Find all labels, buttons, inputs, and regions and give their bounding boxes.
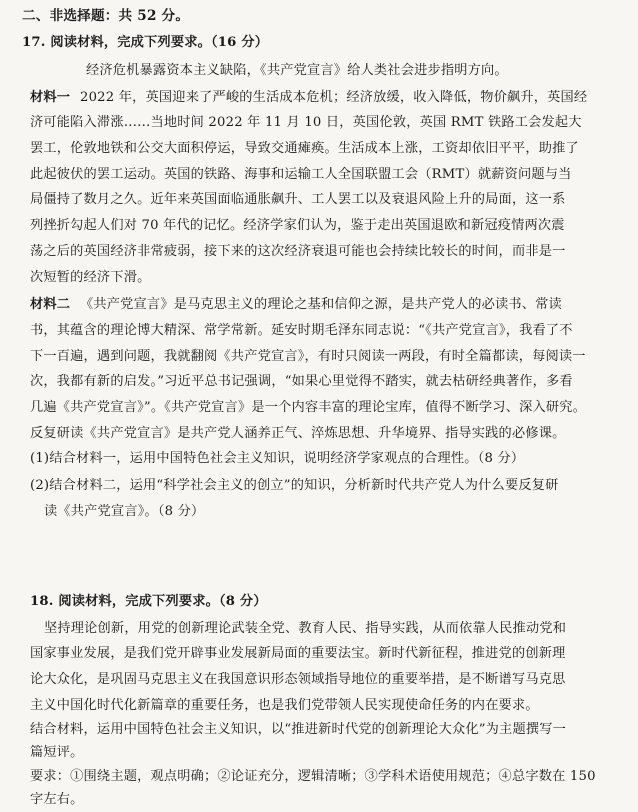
q18-material-line: 主义中国化时代化新篇章的重要任务，也是我们党带领人民实现使命任务的内在要求。 xyxy=(30,697,539,713)
q17-material1-line: 此起彼伏的罢工运动。英国的铁路、海事和运输工人全国联盟工会（RMT）就薪资问题与当 xyxy=(30,166,572,182)
q17-material1-line: 列挫折勾起人们对 70 年代的记忆。经济学家们认为，鉴于走出英国退欧和新冠疫情两次震 xyxy=(30,218,565,234)
q17-subquestion-1: (1)结合材料一，运用中国特色社会主义知识，说明经济学家观点的合理性。（8 分） xyxy=(30,451,525,467)
q17-material1-label: 材料一 xyxy=(30,89,71,105)
q18-task-line: 结合材料，运用中国特色社会主义知识，以“推进新时代党的创新理论大众化”为主题撰写一 xyxy=(30,721,566,737)
q17-subquestion-2: (2)结合材料二，运用“科学社会主义的创立”的知识，分析新时代共产党人为什么要反复研 xyxy=(30,477,559,493)
q17-stem: 17. 阅读材料，完成下列要求。（16 分） xyxy=(22,35,269,51)
q18-requirement-line: 字左右。 xyxy=(30,792,84,807)
q18-stem: 18. 阅读材料，完成下列要求。（8 分） xyxy=(30,594,267,609)
q17-material2-line: 下一百遍，遇到问题，我就翻阅《共产党宣言》，有时只阅读一两段，有时全篇都读，每阅读一 xyxy=(30,348,586,364)
section-heading: 二、非选择题：共 52 分。 xyxy=(22,7,190,24)
q18-material-line: 国家事业发展，是我们党开辟事业发展新局面的重要法宝。新时代新征程，推进党的创新理 xyxy=(30,646,566,662)
q17-material1-line: 次短暂的经济下滑。 xyxy=(30,269,151,285)
q17-material2-line: 次，我都有新的启发。”习近平总书记强调，“如果心里觉得不踏实，就去枯研经典著作，多看 xyxy=(30,374,573,390)
q17-material2-line: 几遍《共产党宣言》”。《共产党宣言》是一个内容丰富的理论宝库，值得不断学习、深入研究。 xyxy=(30,399,587,415)
q17-subquestion-2-cont: 读《共产党宣言》。（8 分） xyxy=(44,503,205,519)
q17-material1-line: 局僵持了数月之久。近年来英国面临通胀飙升、工人罢工以及衰退风险上升的局面，这一系 xyxy=(30,192,566,208)
q17-material2-line: 《共产党宣言》是马克思主义的理论之基和信仰之源，是共产党人的必读书、常读 xyxy=(80,297,562,313)
q17-material2-line: 反复研读《共产党宣言》是共产党人涵养正气、淬炼思想、升华境界、指导实践的必修课。 xyxy=(30,425,566,441)
q17-material1-line: 济可能陷入滞涨……当地时间 2022 年 11 月 10 日，英国伦敦，英国 RMT 铁路工会发起大 xyxy=(30,115,582,131)
q17-material2-label: 材料二 xyxy=(30,297,71,313)
q18-material-line: 论大众化，是巩固马克思主义在我国意识形态领域指导地位的重要举措，是不断谱写马克思 xyxy=(30,672,566,688)
q18-requirement-line: 要求：①围绕主题，观点明确；②论证充分，逻辑清晰；③学科术语使用规范；④总字数在 150 xyxy=(30,769,596,785)
q17-material1-line: 罢工，伦敦地铁和公交大面积停运，导致交通瘫痪。生活成本上涨，工资却依旧平平，助推了 xyxy=(30,141,579,156)
q17-intro: 经济危机暴露资本主义缺陷，《共产党宣言》给人类社会进步指明方向。 xyxy=(86,62,508,78)
q17-material2-line: 书，其蕴含的理论博大精深、常学常新。延安时期毛泽东同志说：“《共产党宣言》，我看了不 xyxy=(30,322,573,338)
q17-material1-line: 荡之后的英国经济非常疲弱，接下来的这次经济衰退可能也会持续比较长的时间，而非是一 xyxy=(30,243,566,259)
q18-task-line: 篇短评。 xyxy=(30,745,84,761)
q18-material-line: 坚持理论创新，用党的创新理论武装全党、教育人民、指导实践，从而依靠人民推动党和 xyxy=(44,620,567,636)
q17-material1-line: 2022 年，英国迎来了严峻的生活成本危机；经济放缓，收入降低，物价飙升，英国经 xyxy=(80,89,588,105)
